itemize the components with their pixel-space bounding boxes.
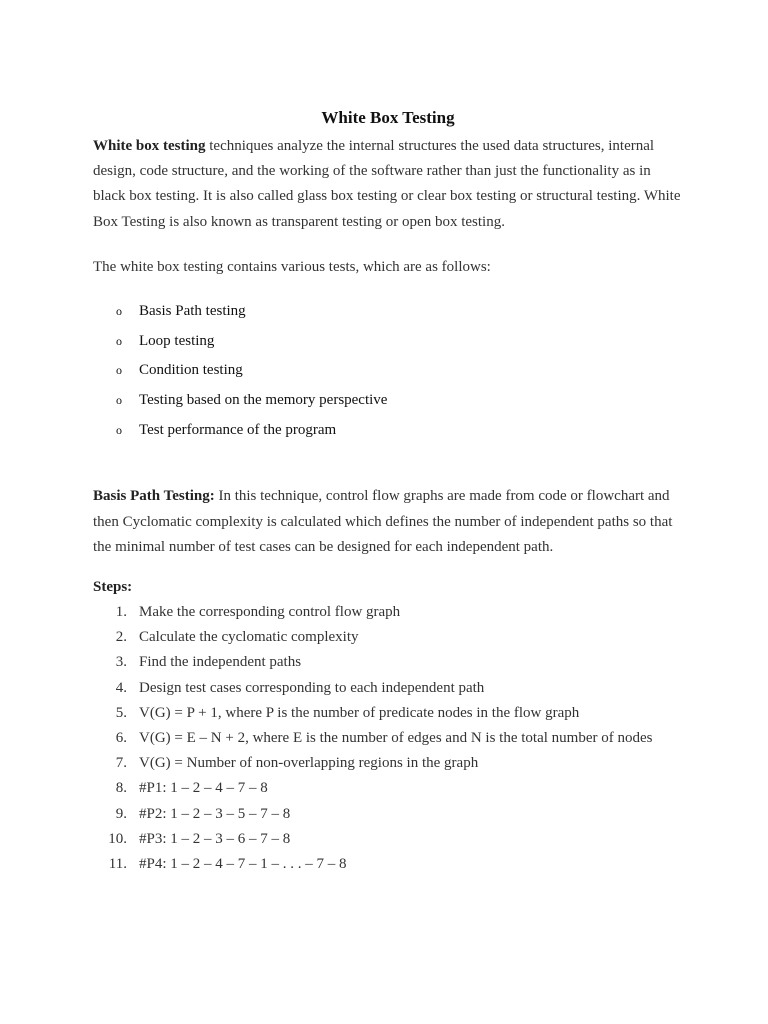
step-item xyxy=(93,751,683,776)
step-number: 11. xyxy=(108,855,127,872)
step-number: 7. xyxy=(115,755,127,772)
step-number: 5. xyxy=(115,704,127,721)
step-number: 4. xyxy=(115,679,127,696)
intro-bold-term: White box testing xyxy=(93,138,206,154)
list-item xyxy=(93,297,683,327)
bullet-icon: o xyxy=(116,363,122,378)
step-text: Calculate the cyclomatic complexity xyxy=(139,629,359,646)
step-number: 1. xyxy=(115,603,127,620)
bullet-icon: o xyxy=(116,392,122,407)
bullet-icon: o xyxy=(116,303,122,318)
list-item-text: Test performance of the program xyxy=(139,421,337,438)
intro-paragraph xyxy=(93,134,683,235)
list-item xyxy=(93,386,683,416)
list-item-text: Condition testing xyxy=(139,362,243,379)
basis-path-paragraph xyxy=(93,484,683,560)
step-item xyxy=(93,701,683,726)
basis-bold-term: Basis Path Testing: xyxy=(93,488,215,505)
step-number: 9. xyxy=(115,805,127,822)
step-text: Make the corresponding control flow graph xyxy=(139,603,401,620)
basis-text: In this technique, control flow graphs are made from code or flowchart and then Cyclomatic complexity is calculated which defines the number of independent paths so that the minimal number of test cases can be designed for each independent path. xyxy=(93,488,673,555)
list-item-text: Basis Path testing xyxy=(139,302,246,319)
step-item xyxy=(93,676,683,701)
step-text: #P1: 1 – 2 – 4 – 7 – 8 xyxy=(139,780,268,797)
step-text: #P4: 1 – 2 – 4 – 7 – 1 – . . . – 7 – 8 xyxy=(139,855,347,872)
bullet-icon: o xyxy=(116,333,122,348)
bullet-icon: o xyxy=(116,422,122,437)
step-text: V(G) = Number of non-overlapping regions in the graph xyxy=(139,755,479,772)
step-number: 10. xyxy=(108,830,127,847)
step-text: V(G) = P + 1, where P is the number of predicate nodes in the flow graph xyxy=(139,704,580,721)
step-item xyxy=(93,776,683,801)
list-item xyxy=(93,356,683,386)
list-item xyxy=(93,327,683,357)
document-page xyxy=(93,106,683,877)
step-number: 3. xyxy=(115,654,127,671)
step-text: #P3: 1 – 2 – 3 – 6 – 7 – 8 xyxy=(139,830,291,847)
step-text: Find the independent paths xyxy=(139,654,302,671)
step-item xyxy=(93,726,683,751)
intro-text: techniques analyze the internal structures the used data structures, internal design, code structure, and the working of the software rather than just the functionality as in black box testing. It is also called glass box testing or clear box testing or structural testing. White Box Testing is also known as transparent testing or open box testing. xyxy=(93,138,681,230)
page-title: White Box Testing xyxy=(321,108,455,127)
step-number: 8. xyxy=(115,780,127,797)
step-item xyxy=(93,827,683,852)
step-text: #P2: 1 – 2 – 3 – 5 – 7 – 8 xyxy=(139,805,291,822)
step-item xyxy=(93,600,683,625)
tests-list xyxy=(93,297,683,446)
step-item xyxy=(93,625,683,650)
step-item xyxy=(93,852,683,877)
steps-heading: Steps: xyxy=(93,578,133,595)
list-item-text: Testing based on the memory perspective xyxy=(139,391,388,408)
step-item xyxy=(93,802,683,827)
list-item xyxy=(93,416,683,446)
steps-list xyxy=(93,600,683,877)
step-number: 6. xyxy=(115,729,127,746)
step-number: 2. xyxy=(115,629,127,646)
tests-intro: The white box testing contains various tests, which are as follows: xyxy=(93,258,491,275)
list-item-text: Loop testing xyxy=(139,332,215,349)
step-item xyxy=(93,650,683,675)
step-text: Design test cases corresponding to each independent path xyxy=(139,679,485,696)
step-text: V(G) = E – N + 2, where E is the number of edges and N is the total number of nodes xyxy=(139,729,653,746)
